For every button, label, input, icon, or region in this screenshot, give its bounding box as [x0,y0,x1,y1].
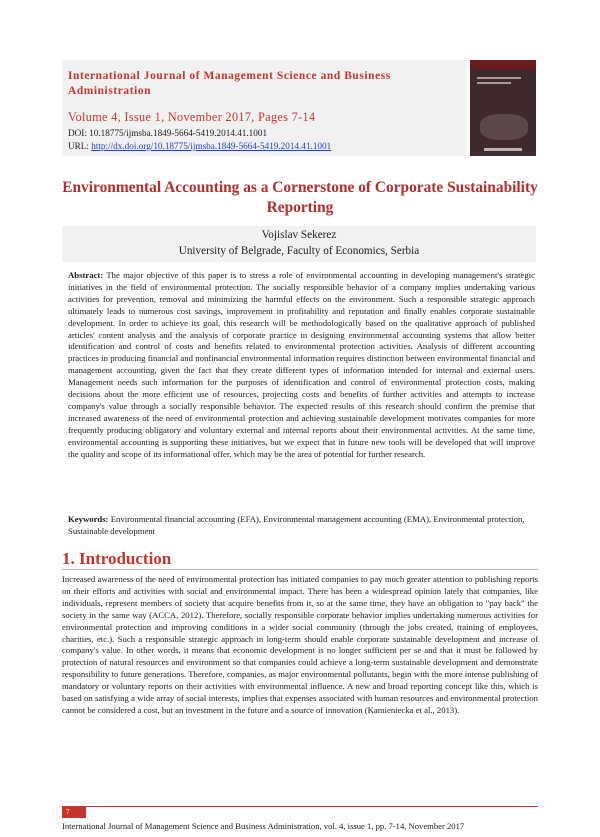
doi-line: DOI: 10.18775/ijmsba.1849-5664-5419.2014.41.1001 [68,128,268,138]
journal-cover-thumbnail [470,60,536,156]
keywords-text: Environmental financial accounting (EFA), Environmental management accounting (EMA), Environmental protection, Sustainable development [68,514,525,536]
journal-name: International Journal of Management Science and Business Administration [68,70,391,97]
author-affiliation: University of Belgrade, Faculty of Economics, Serbia [178,245,420,257]
abstract-label: Abstract: [68,270,104,280]
cover-title-line [477,77,521,79]
url-line [68,141,331,151]
keywords [68,514,535,538]
introduction-paragraph: Increased awareness of the need of environmental protection has initiated companies to pay much greater attention to publishing reports on their efforts and activities with social and environmental impact. There has been a widespread opinion lately that companies, like individuals, represent members of society that acquire benefits from it, so at the same time, they have an obligation to "pay back" the society in the same way (ACCA, 2012). Therefore, socially responsible corporate behavior implies undertaking numerous activities for environmental protection and improving conditions in a wider social community (through the jobs created, training of employees, charities, etc.). Such a responsible strategic approach in long-term should enable corporate sustainable development and increase of company's value. In other words, it means that economic development is no longer sufficient per se and that it must be followed by protection of natural resources and environment so that companies could achieve a long-term sustainable development and demonstrate responsibility to future generations. Therefore, companies, as major environmental pollutants, begin with the more intense publishing of mandatory or voluntary reports on their activities with environmental influence. A new and broad reporting concept like this, which is based on satisfying a wide array of social interests, implies that expenses associated with human resources and environmental protection cannot be considered a cost, but an investment in the future and a source of innovation (Kamieniecka et al., 2013). [62,574,538,715]
author-name: Vojislav Sekerez [261,229,337,241]
keywords-label: Keywords: [68,514,109,524]
page-number-badge: 7 [62,806,86,818]
doi-url-link[interactable]: http://dx.doi.org/10.18775/ijmsba.1849-5664-5419.2014.41.1001 [91,141,332,151]
cover-top-bar [470,60,536,69]
footer-citation: International Journal of Management Science and Business Administration, vol. 4, issue 1, pp. 7-14, November 2017 [62,821,465,831]
abstract-text: The major objective of this paper is to stress a role of environmental accounting in developing management's strategic initiatives in the field of environmental protection. The socially responsible behavior of a company implies undertaking various activities for prevention, removal and minimizing the harmful effects on the environment. Such a responsible strategic approach ultimately leads to numerous cost savings, improvement in profitability and reputation and finally enables corporate sustainable development. In order to achieve its goal, this research will be methodologically based on the qualitative approach of published articles' content analysis and the analysis of corporate practice in designing environmental accounting systems that allow better identification and control of costs and benefits related to environmental protection activities. Analysis of different accounting practices in producing financial and nonfinancial environmental information requires distinction between environmental financial and management accounting, given the fact that they create different types of information intended for internal and external users. Management needs such information for the purposes of identification and control of environmental protection costs, making decisions about the more efficient use of resources, projecting costs and benefits of further activities and attempts to increase company's value through a socially responsible behavior. The expected results of this research should confirm the premise that increased awareness of the need of environmental protection and achieving sustainable development motivates companies for more frequently producing obligatory and voluntary external and internal reports about their environmental activities. At the same time, environmental accounting is supporting these initiatives, but we expect that in future new tools will be developed that will improve the quality and scope of its informational offer, which may be the area of potential for further research. [68,270,535,459]
volume-issue-line: Volume 4, Issue 1, November 2017, Pages 7-14 [68,110,316,124]
section-divider [62,569,538,570]
footer-divider [86,806,538,807]
cover-subtitle-line [477,82,511,84]
cover-footer-line [484,148,522,151]
url-label: URL: [68,141,92,151]
cover-artwork [480,114,528,140]
abstract [68,270,535,461]
introduction-heading: 1. Introduction [62,549,172,568]
article-title: Environmental Accounting as a Cornerstone of Corporate Sustainability Reporting [62,179,538,216]
